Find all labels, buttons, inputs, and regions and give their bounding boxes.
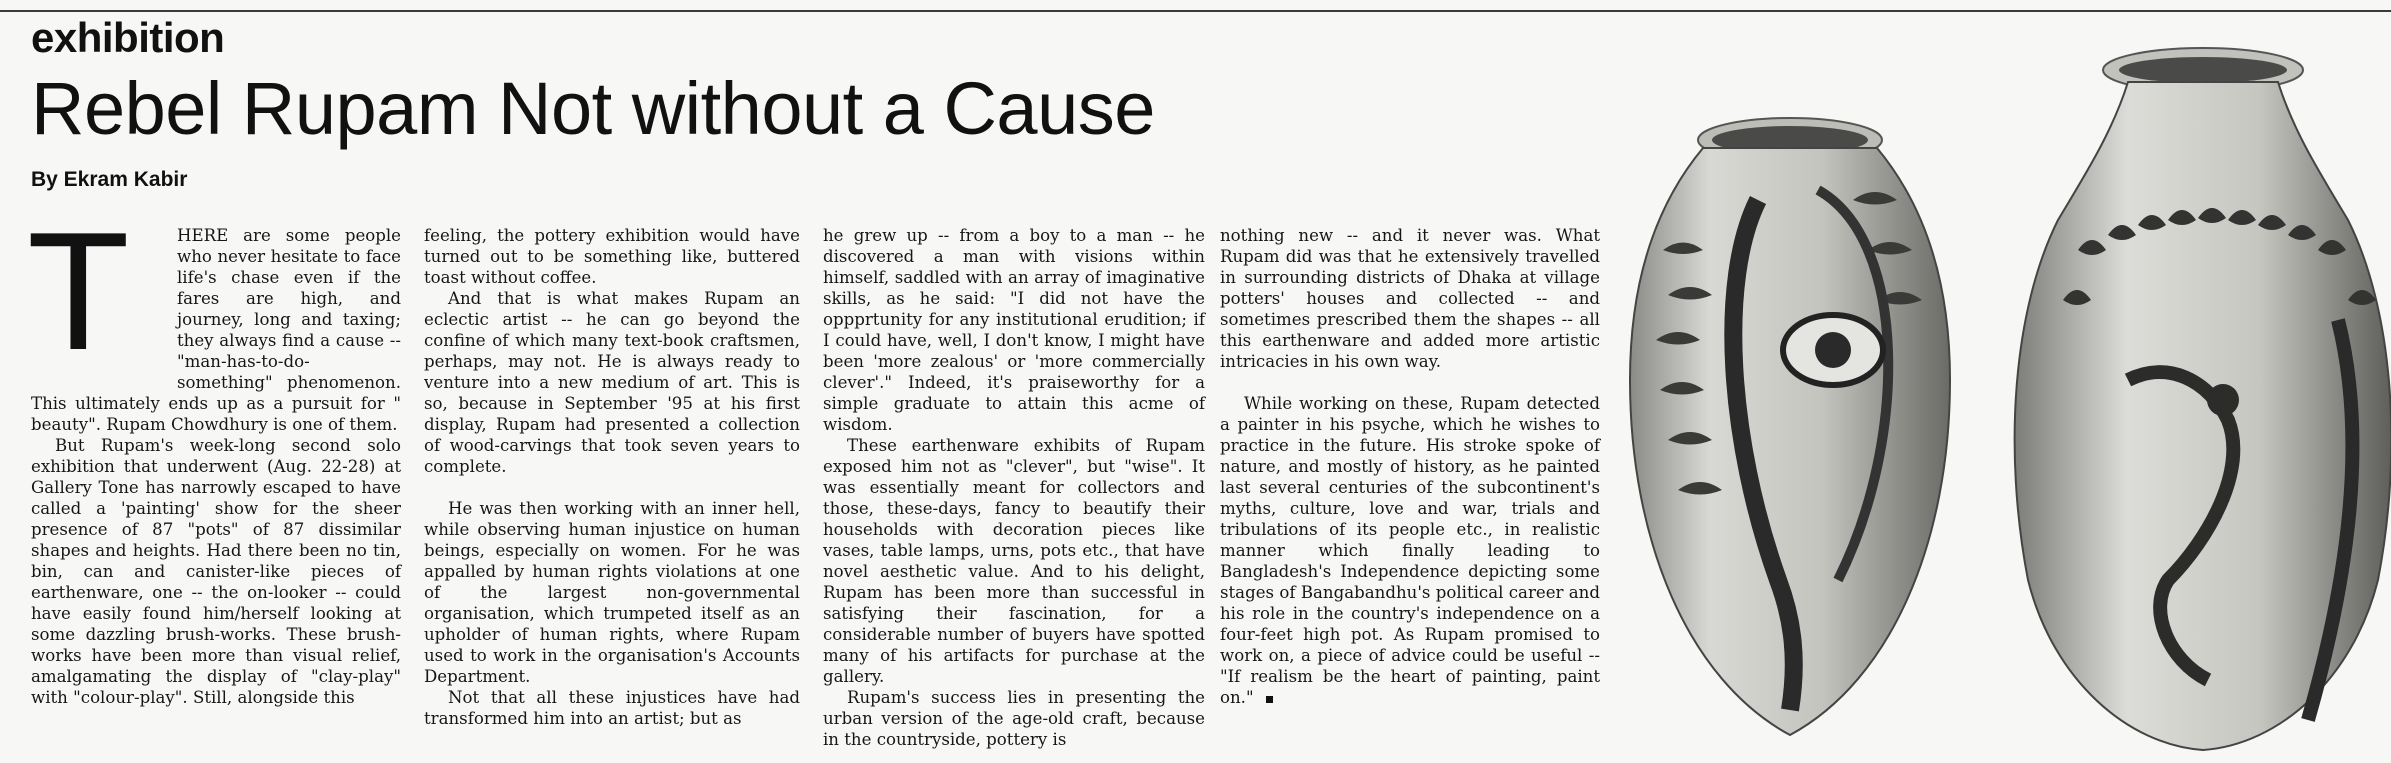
section-kicker: exhibition <box>31 14 225 61</box>
end-mark <box>1266 696 1273 703</box>
article-paragraph: And that is what makes Rupam an eclectic artist -- he can go beyond the confine of which many text-book craftsmen, perhaps, may not. He is always ready to venture into a new medium of art. This is so, because in September '95 at his first display, Rupam had presented a collection of wood-carvings that took seven years to complete. <box>424 289 800 476</box>
article-paragraph: These earthenware exhibits of Rupam exposed him not as "clever", but "wise". It was essentially meant for collectors and those, these-days, fancy to beautify their households with decoration pieces like vases, table lamps, urns, pots etc., that have novel aesthetic value. And to his delight, Rupam has been more than successful in satisfying their fascination, for a considerable number of buyers have spotted many of his artifacts for purchase at the gallery. <box>823 436 1205 686</box>
vases-photo <box>1608 20 2391 763</box>
article-column-2 <box>424 225 800 729</box>
article-paragraph: But Rupam's week-long second solo exhibition that underwent (Aug. 22-28) at Gallery Tone has narrowly escaped to have called a 'painting' show for the sheer presence of 87 "pots" of 87 dissimilar shapes and heights. Had there been no tin, bin, can and canister-like pieces of earthenware, one -- the on-looker -- could have easily found him/herself looking at some dazzling brush-works. These brush-works have been more than visual relief, amalgamating the display of "clay-play" with "colour-play". Still, alongside this <box>31 436 401 707</box>
article-column-1 <box>27 197 401 708</box>
drop-cap: T <box>27 197 130 385</box>
article-paragraph: Rupam's success lies in presenting the urban version of the age-old craft, because in the countryside, pottery is <box>823 688 1205 749</box>
article-headline: Rebel Rupam Not without a Cause <box>31 67 1155 150</box>
article-paragraph: He was then working with an inner hell, while observing human injustice on human beings, especially on women. For he was appalled by human rights violations at one of the largest non-governmental organisation, which trumpeted itself as an upholder of human rights, where Rupam used to work in the organisation's Accounts Department. <box>424 499 800 686</box>
article-byline: By Ekram Kabir <box>31 168 188 191</box>
article-paragraph: Not that all these injustices have had transformed him into an artist; but as <box>424 688 800 728</box>
article-paragraph: nothing new -- and it never was. What Rupam did was that he extensively travelled in surrounding districts of Dhaka at village potters' houses and collected -- and sometimes prescribed them the shapes -- all this earthenware and added more artistic intricacies in his own way. <box>1220 226 1600 371</box>
article-paragraph: HERE are some people who never hesitate to face life's chase even if the fares are high, and journey, long and taxing; they always find a cause -- "man-has-to-do-something" phenomenon. This ultimately ends up as a pursuit for " beauty". Rupam Chowdhury is one of them. <box>31 226 401 434</box>
article-column-3 <box>823 225 1205 750</box>
article-paragraph: feeling, the pottery exhibition would have turned out to be something like, buttered toast without coffee. <box>424 226 800 287</box>
article-paragraph: While working on these, Rupam detected a painter in his psyche, which he wishes to practice in the future. His stroke spoke of nature, and mostly of history, as he painted last several centuries of the subcontinent's myths, culture, love and war, trials and tribulations of its people etc., in realistic manner which finally leading to Bangladesh's Independence depicting some stages of Bangabandhu's political career and his role in the country's independence on a four-feet high pot. As Rupam promised to work on, a piece of advice could be useful -- "If realism be the heart of painting, paint on." <box>1220 394 1600 707</box>
article-paragraph: he grew up -- from a boy to a man -- he discovered a man with visions within himself, saddled with an array of imaginative skills, as he said: "I did not have the oppprtunity for any institutional erudition; if I could have, well, I don't know, I might have been 'more zealous' or 'more commercially clever'." Indeed, it's praiseworthy for a simple graduate to attain this acme of wisdom. <box>823 226 1205 434</box>
article-column-4 <box>1220 225 1600 708</box>
page-top-rule <box>0 0 2391 12</box>
